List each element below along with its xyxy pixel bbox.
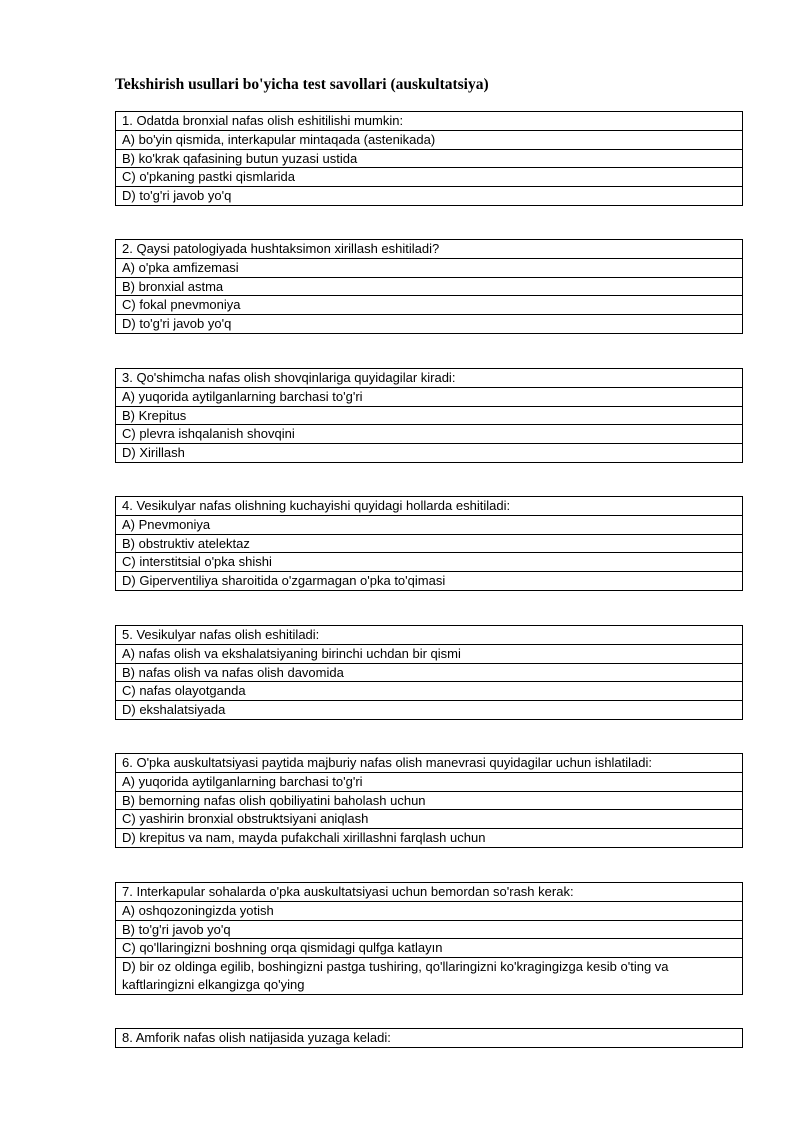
answer-option-text: D) bir oz oldinga egilib, boshingizni pastga tushiring, qo'llaringizni ko'kragingizga kesib o'ting va kaftlaringizni elkangizga qo'ying — [116, 958, 743, 995]
document-title: Tekshirish usullari bo'yicha test savollari (auskultatsiya) — [115, 76, 489, 93]
answer-option-text: C) nafas olayotganda — [116, 682, 743, 701]
answer-option-text: A) yuqorida aytilganlarning barchasi to'g'ri — [116, 387, 743, 406]
answer-option — [116, 901, 743, 920]
answer-option-text: A) nafas olish va ekshalatsiyaning birinchi uchdan bir qismi — [116, 644, 743, 663]
answer-option — [116, 663, 743, 682]
question-text: 7. Interkapular sohalarda o'pka auskultatsiyasi uchun bemordan so'rash kerak: — [116, 883, 743, 902]
question-table — [115, 239, 743, 334]
answer-option-text: C) plevra ishqalanish shovqini — [116, 425, 743, 444]
answer-option — [116, 534, 743, 553]
answer-option-text: B) Krepitus — [116, 406, 743, 425]
answer-option — [116, 515, 743, 534]
question-table — [115, 368, 743, 463]
answer-option — [116, 296, 743, 315]
answer-option-text: C) interstitsial o'pka shishi — [116, 553, 743, 572]
question-table — [115, 882, 743, 995]
answer-option-text: C) qo'llaringizni boshning orqa qismidagi qulfga katlayın — [116, 939, 743, 958]
answer-option — [116, 644, 743, 663]
answer-option-text: B) to'g'ri javob yo'q — [116, 920, 743, 939]
answer-option-text: A) o'pka amfizemasi — [116, 258, 743, 277]
answer-option — [116, 772, 743, 791]
answer-option — [116, 258, 743, 277]
answer-option — [116, 553, 743, 572]
question-table — [115, 625, 743, 720]
question-row — [116, 883, 743, 902]
question-text: 8. Amforik nafas olish natijasida yuzaga keladi: — [116, 1029, 743, 1048]
answer-option — [116, 406, 743, 425]
answer-option-text: D) to'g'ri javob yo'q — [116, 187, 743, 206]
answer-option-text: A) oshqozoningizda yotish — [116, 901, 743, 920]
answer-option-text: C) o'pkaning pastki qismlarida — [116, 168, 743, 187]
answer-option-text: C) fokal pnevmoniya — [116, 296, 743, 315]
answer-option — [116, 277, 743, 296]
question-text: 3. Qo'shimcha nafas olish shovqinlariga quyidagilar kiradi: — [116, 369, 743, 388]
question-row — [116, 497, 743, 516]
answer-option — [116, 701, 743, 720]
answer-option — [116, 791, 743, 810]
answer-option-text: A) yuqorida aytilganlarning barchasi to'g'ri — [116, 772, 743, 791]
answer-option-text: D) ekshalatsiyada — [116, 701, 743, 720]
answer-option — [116, 920, 743, 939]
question-row — [116, 369, 743, 388]
answer-option-text: B) bronxial astma — [116, 277, 743, 296]
answer-option — [116, 168, 743, 187]
question-row — [116, 112, 743, 131]
question-row — [116, 1029, 743, 1048]
answer-option — [116, 315, 743, 334]
question-table — [115, 496, 743, 591]
answer-option-text: D) krepitus va nam, mayda pufakchali xirillashni farqlash uchun — [116, 829, 743, 848]
question-text: 2. Qaysi patologiyada hushtaksimon xirillash eshitiladi? — [116, 240, 743, 259]
question-table — [115, 753, 743, 848]
question-text: 5. Vesikulyar nafas olish eshitiladi: — [116, 626, 743, 645]
answer-option-text: D) Xirillash — [116, 444, 743, 463]
answer-option-text: D) to'g'ri javob yo'q — [116, 315, 743, 334]
answer-option-text: C) yashirin bronxial obstruktsiyani aniqlash — [116, 810, 743, 829]
answer-option-text: A) Pnevmoniya — [116, 515, 743, 534]
answer-option — [116, 939, 743, 958]
answer-option — [116, 387, 743, 406]
answer-option — [116, 958, 743, 995]
question-text: 1. Odatda bronxial nafas olish eshitilishi mumkin: — [116, 112, 743, 131]
question-table — [115, 1028, 743, 1048]
question-row — [116, 626, 743, 645]
answer-option-text: B) bemorning nafas olish qobiliyatini baholash uchun — [116, 791, 743, 810]
answer-option — [116, 682, 743, 701]
answer-option — [116, 149, 743, 168]
question-text: 6. O'pka auskultatsiyasi paytida majburiy nafas olish manevrasi quyidagilar uchun ishlatiladi: — [116, 754, 743, 773]
answer-option — [116, 810, 743, 829]
answer-option-text: B) obstruktiv atelektaz — [116, 534, 743, 553]
answer-option — [116, 829, 743, 848]
answer-option — [116, 425, 743, 444]
answer-option — [116, 572, 743, 591]
question-row — [116, 240, 743, 259]
answer-option-text: B) ko'krak qafasining butun yuzasi ustida — [116, 149, 743, 168]
answer-option-text: B) nafas olish va nafas olish davomida — [116, 663, 743, 682]
question-row — [116, 754, 743, 773]
answer-option — [116, 187, 743, 206]
question-text: 4. Vesikulyar nafas olishning kuchayishi quyidagi hollarda eshitiladi: — [116, 497, 743, 516]
answer-option — [116, 130, 743, 149]
answer-option-text: D) Giperventiliya sharoitida o'zgarmagan o'pka to'qimasi — [116, 572, 743, 591]
question-table — [115, 111, 743, 206]
answer-option — [116, 444, 743, 463]
answer-option-text: A) bo'yin qismida, interkapular mintaqada (astenikada) — [116, 130, 743, 149]
